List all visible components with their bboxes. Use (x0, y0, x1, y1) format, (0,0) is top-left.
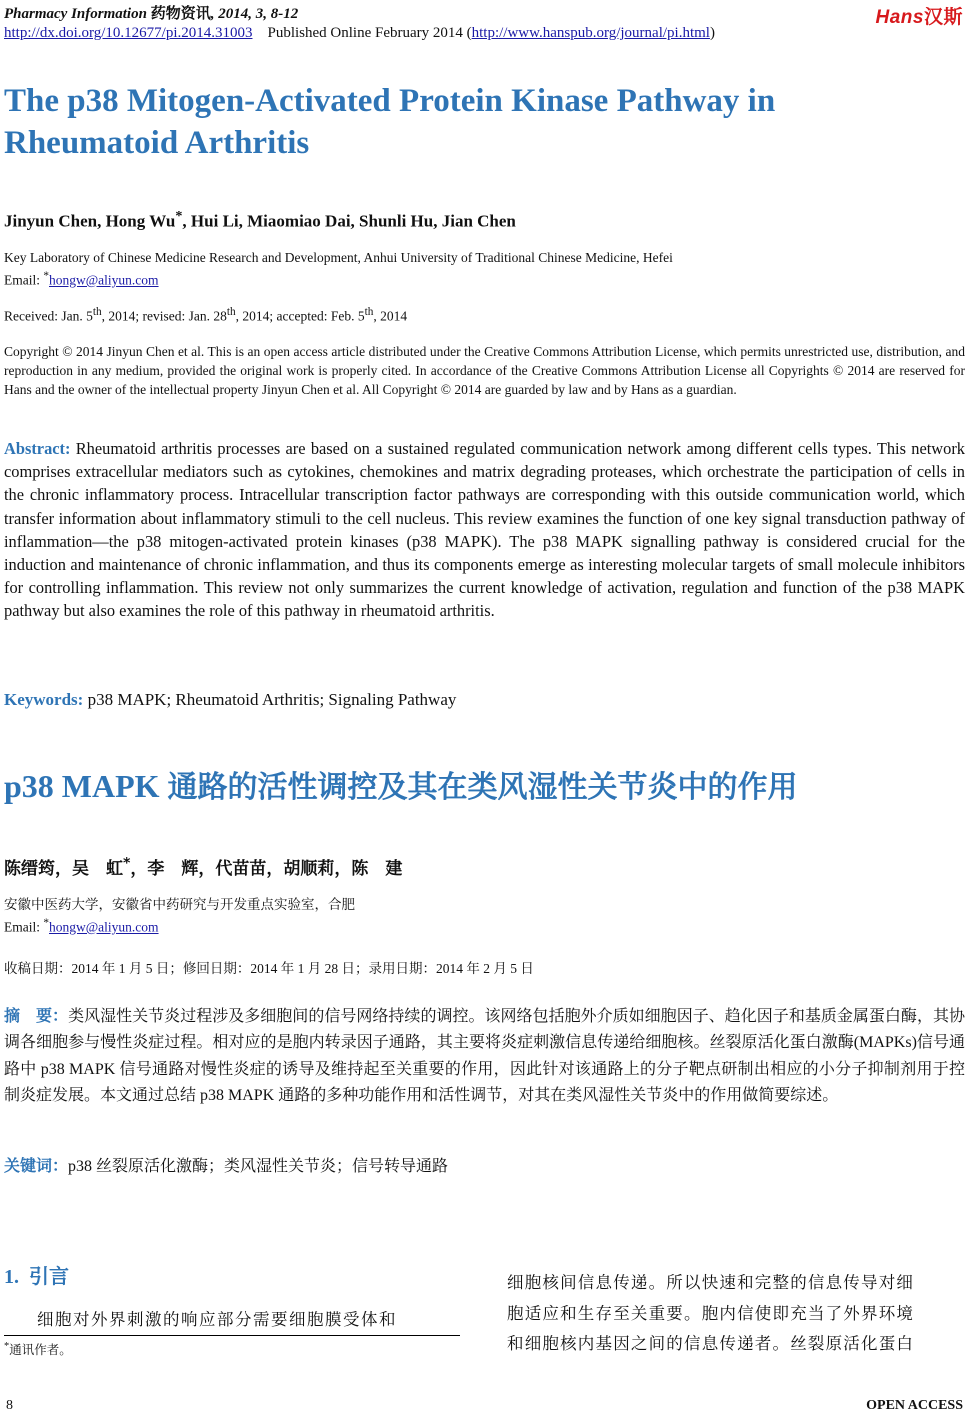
corresponding-mark-cn: * (123, 855, 131, 872)
abstract-en (4, 437, 965, 623)
title-cn-main: 通路的活性调控及其在类风湿性关节炎中的作用 (167, 770, 798, 805)
affiliation-cn: 安徽中医药大学，安徽省中药研究与开发重点实验室，合肥 (4, 897, 355, 912)
dates-cn: 收稿日期：2014 年 1 月 5 日；修回日期：2014 年 1 月 28 日；录用日期：2014 年 2 月 5 日 (4, 961, 534, 976)
footnote-text: 通讯作者。 (9, 1343, 72, 1357)
footnote-mark: * (4, 1340, 10, 1352)
doi-link[interactable]: http://dx.doi.org/10.12677/pi.2014.31003 (4, 25, 253, 41)
journal-volume: , 2014, 3, 8-12 (210, 6, 299, 22)
accepted-sup: th (364, 306, 374, 318)
logo-en: Hans (875, 7, 924, 28)
keywords-cn-text: p38 丝裂原活化激酶；类风湿性关节炎；信号转导通路 (68, 1158, 449, 1175)
section-number: 1. (4, 1266, 19, 1288)
revised-sup: th (226, 306, 236, 318)
body-right-column (507, 1268, 965, 1360)
email-line-cn (4, 914, 355, 937)
journal-name-cn: 药物资讯 (150, 6, 211, 22)
section-title: 引言 (29, 1264, 69, 1288)
abstract-cn-label: 摘 要： (4, 1006, 69, 1025)
journal-url-link[interactable]: http://www.hanspub.org/journal/pi.html (471, 25, 710, 41)
journal-name: Pharmacy Information (4, 6, 151, 22)
published-text: Published Online February 2014 ( (267, 25, 472, 41)
email-label: Email: (4, 272, 44, 288)
article-title-en: The p38 Mitogen-Activated Protein Kinase Pathway in Rheumatoid Arthritis (4, 83, 776, 161)
affiliation-block-en (4, 248, 964, 290)
authors-cn-part2: ，李 辉，代苗苗，胡顺莉，陈 建 (130, 859, 403, 879)
footnote-divider (4, 1335, 460, 1336)
abstract-text: Rheumatoid arthritis processes are based on a sustained regulated communication network among different cells types. This network comprises extracellular mediators such as cytokines, chemokines and matrix degrading proteases, which orchestrate the participation of cells in the chronic inflammatory process. Intracellular transcription factor pathways are corresponding with this outside communication world, which transfer information about inflammatory stimuli to the cell nucleus. This review examines the function of one key signal transduction pathway of inflammation—the p38 mitogen-activated protein kinases (p38 MAPK). The p38 MAPK signalling pathway is considered crucial for the induction and maintenance of chronic inflammation, and thus its components emerge as interesting molecular targets of small molecule inhibitors for controlling inflammation. This review not only summarizes the current knowledge of activation, regulation and function of the p38 MAPK pathway but also examines the role of this pathway in rheumatoid arthritis. (4, 439, 965, 621)
email-mark-cn: * (43, 917, 49, 929)
affiliation-en: Key Laboratory of Chinese Medicine Research and Development, Anhui University of Traditional Chinese Medicine, Hefei (4, 250, 673, 265)
body-left-column: 细胞对外界刺激的响应部分需要细胞膜受体和 (37, 1310, 397, 1329)
received-dates (4, 303, 407, 326)
logo-cn: 汉斯 (923, 7, 963, 28)
published-close: ) (709, 25, 715, 41)
copyright-notice: Copyright © 2014 Jinyun Chen et al. This is an open access article distributed under the Creative Commons Attribution License, which permits unrestricted use, distribution, and reproduction in any medium, provided the original work is properly cited. In accordance of the Creative Commons Attribution License all Copyrights © 2014 are reserved for Hans and the owner of the intellectual property Jinyun Chen et al. All Copyright © 2014 are guarded by law and by Hans as a guardian. (4, 344, 965, 397)
email-link-cn[interactable]: hongw@aliyun.com (49, 919, 159, 935)
publisher-logo (876, 2, 963, 29)
open-access-label: OPEN ACCESS (866, 1398, 963, 1413)
email-mark: * (43, 270, 49, 282)
keywords-en (4, 690, 456, 710)
journal-citation (4, 2, 298, 23)
article-title-cn (4, 762, 798, 806)
body-right-line: 胞适应和生存至关重要。胞内信使即充当了外界环境 (507, 1303, 915, 1323)
authors-en (4, 208, 516, 232)
received-text: Received: Jan. 5 (4, 308, 93, 324)
section-heading (4, 1260, 69, 1289)
keywords-text: p38 MAPK; Rheumatoid Arthritis; Signaling Pathway (87, 690, 457, 709)
corresponding-mark: * (175, 208, 183, 224)
email-label-cn: Email: (4, 919, 44, 935)
authors-cn (4, 854, 402, 879)
email-link[interactable]: hongw@aliyun.com (49, 272, 159, 288)
email-line-en (4, 267, 964, 290)
revised-text: , 2014; revised: Jan. 28 (101, 308, 227, 324)
keywords-cn-label: 关键词： (4, 1156, 69, 1175)
doi-line (4, 25, 715, 42)
authors-en-part2: , Hui Li, Miaomiao Dai, Shunli Hu, Jian Chen (182, 211, 516, 231)
keywords-label: Keywords: (4, 690, 84, 709)
authors-en-part1: Jinyun Chen, Hong Wu (4, 211, 176, 231)
received-sup: th (92, 306, 102, 318)
accepted-text: , 2014; accepted: Feb. 5 (235, 308, 365, 324)
footnote (4, 1340, 72, 1358)
keywords-cn (4, 1153, 448, 1176)
abstract-cn (4, 1003, 965, 1110)
authors-cn-part1: 陈缙筠，吴 虹 (4, 859, 123, 879)
title-cn-prefix: p38 MAPK (4, 768, 168, 804)
year-text: , 2014 (373, 308, 408, 324)
abstract-cn-text: 类风湿性关节炎过程涉及多细胞间的信号网络持续的调控。该网络包括胞外介质如细胞因子、趋化因子和基质金属蛋白酶，其协调各细胞参与慢性炎症过程。相对应的是胞内转录因子通路，其主要将炎症刺激信息传递给细胞核。丝裂原活化蛋白激酶(MAPKs)信号通路中 p38 MAPK 信号通路对慢性炎症的诱导及维持起至关重要的作用，因此针对该通路上的分子靶点研制出相应的小分子抑制剂用于控制炎症发展。本文通过总结 p38 MAPK 通路的多种功能作用和活性调节，对其在类风湿性关节炎中的作用做简要综述。 (4, 1008, 965, 1105)
page-number: 8 (6, 1398, 13, 1413)
body-right-line: 细胞核间信息传递。所以快速和完整的信息传导对细 (507, 1273, 915, 1292)
affiliation-block-cn (4, 895, 355, 937)
abstract-label: Abstract: (4, 439, 71, 458)
body-right-line: 和细胞核内基因之间的信息传递者。丝裂原活化蛋白 (507, 1334, 915, 1353)
